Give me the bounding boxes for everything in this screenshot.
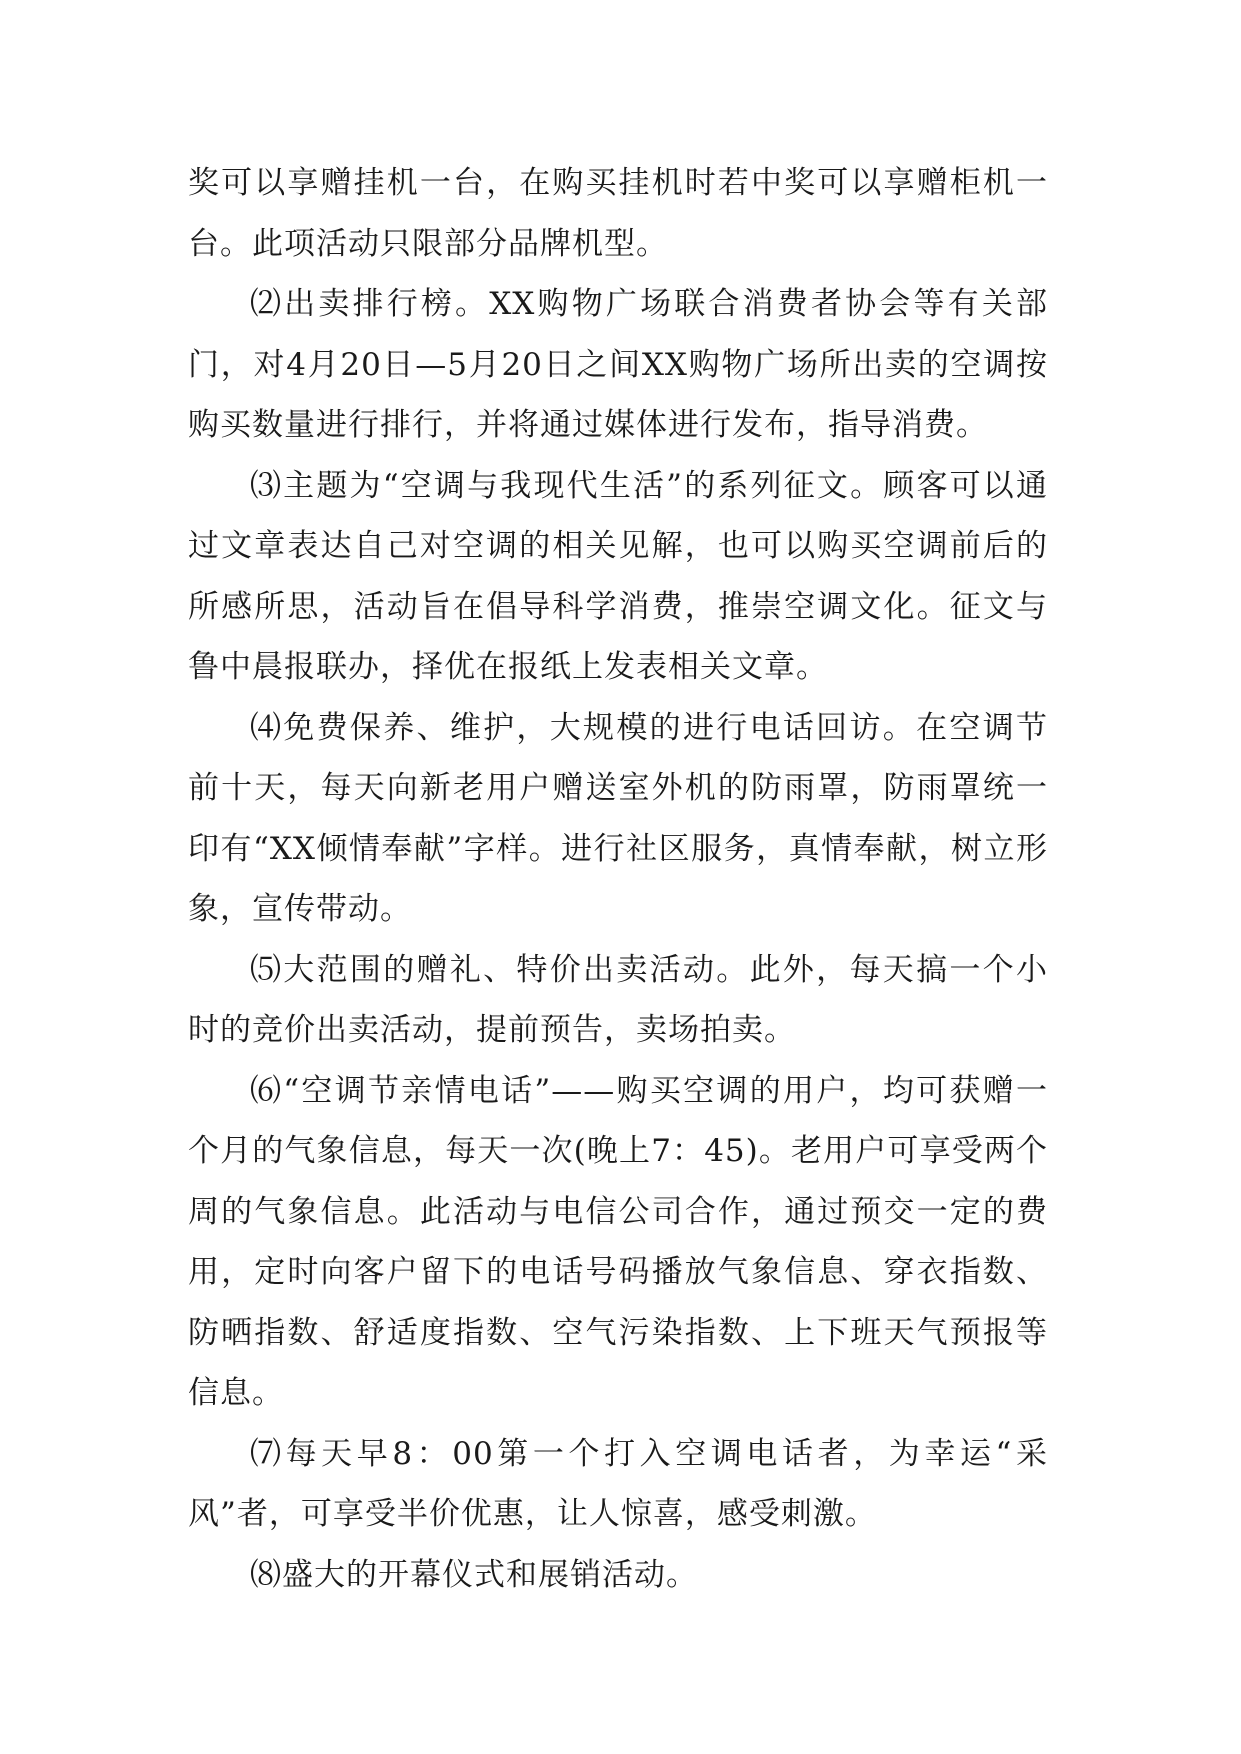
- paragraph-item-8: ⑻盛大的开幕仪式和展销活动。: [250, 1556, 698, 1593]
- paragraph-item-7: ⑺每天早8：00第一个打入空调电话者，为幸运“采风”者，可享受半价优惠，让人惊喜，感受刺激。: [188, 1435, 1048, 1532]
- paragraph-continuation: 奖可以享赠挂机一台，在购买挂机时若中奖可以享赠柜机一台。此项活动只限部分品牌机型。: [188, 165, 1048, 262]
- paragraph-item-4: ⑷免费保养、维护，大规模的进行电话回访。在空调节前十天，每天向新老用户赠送室外机的防雨罩，防雨罩统一印有“XX倾情奉献”字样。进行社区服务，真情奉献，树立形象，宣传带动。: [188, 709, 1048, 927]
- document-body: [188, 153, 1048, 1605]
- paragraph-item-6: ⑹“空调节亲情电话”——购买空调的用户，均可获赠一个月的气象信息，每天一次(晚上7：45)。老用户可享受两个周的气象信息。此活动与电信公司合作，通过预交一定的费用，定时向客户留下的电话号码播放气象信息、穿衣指数、防晒指数、舒适度指数、空气污染指数、上下班天气预报等信息。: [188, 1072, 1048, 1411]
- paragraph-item-2: ⑵出卖排行榜。XX购物广场联合消费者协会等有关部门，对4月20日—5月20日之间XX购物广场所出卖的空调按购买数量进行排行，并将通过媒体进行发布，指导消费。: [188, 286, 1048, 443]
- paragraph-item-3: ⑶主题为“空调与我现代生活”的系列征文。顾客可以通过文章表达自己对空调的相关见解，也可以购买空调前后的所感所思，活动旨在倡导科学消费，推崇空调文化。征文与鲁中晨报联办，择优在报纸上发表相关文章。: [188, 467, 1048, 685]
- paragraph-item-5: ⑸大范围的赠礼、特价出卖活动。此外，每天搞一个小时的竞价出卖活动，提前预告，卖场拍卖。: [188, 951, 1048, 1048]
